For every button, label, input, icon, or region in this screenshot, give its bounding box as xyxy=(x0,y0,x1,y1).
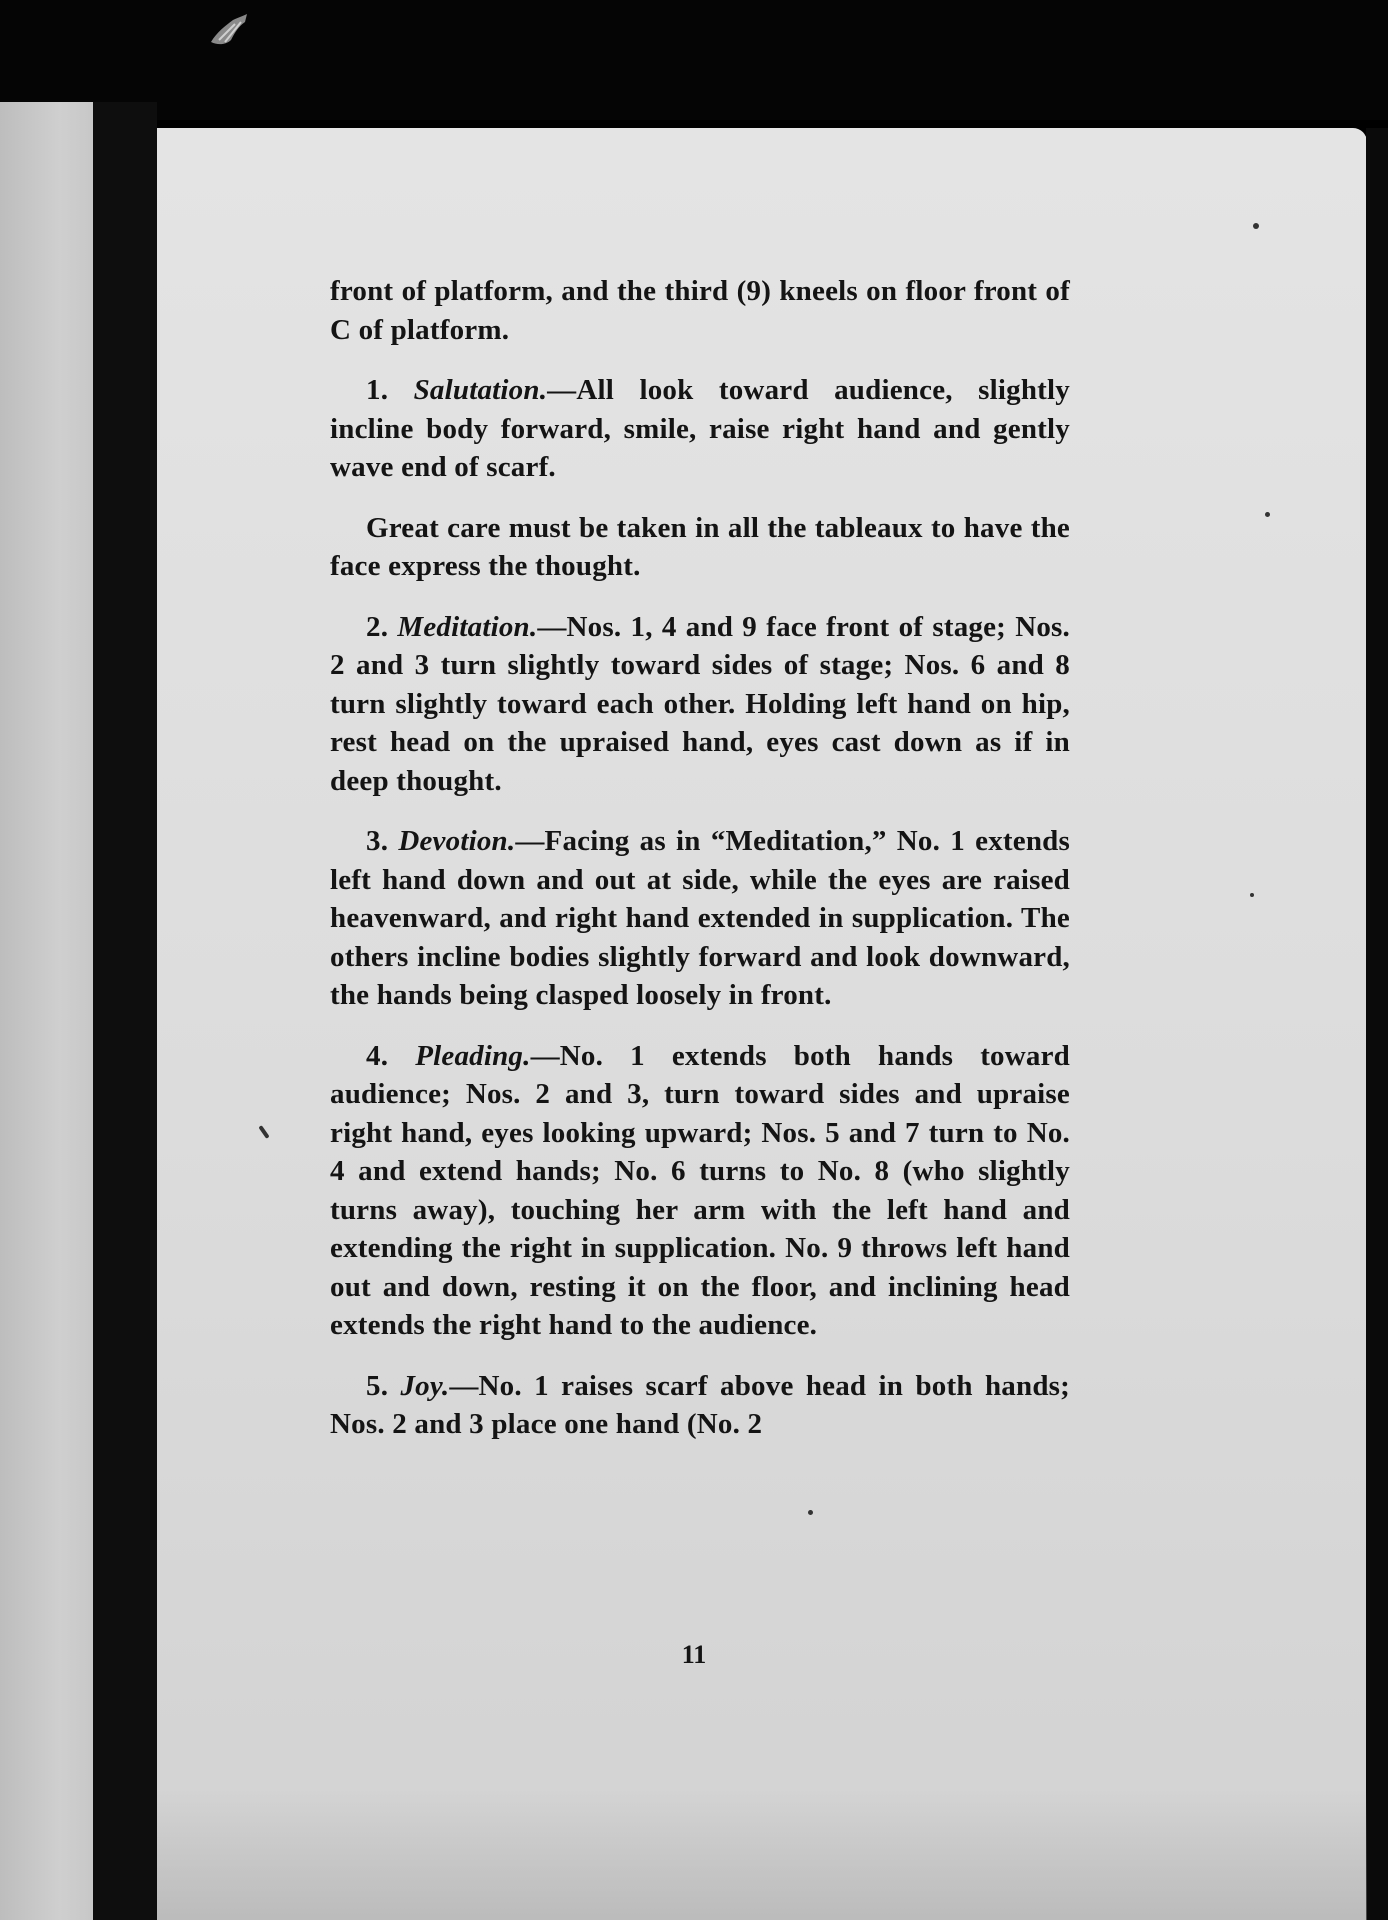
paragraph-text: —Facing as in “Meditation,” No. 1 extends left hand down and out at side, while the eyes are raised heavenward, and right hand extended in supplication. The others incline bodies slightly forward and look downward, the hands being clasped loosely in front. xyxy=(330,825,1070,1011)
section-number: 1. xyxy=(366,374,389,406)
paragraph-text: front of platform, and the third (9) kneels on floor front of C of platform. xyxy=(330,275,1070,346)
dust-speck xyxy=(808,1510,813,1515)
scan-top-band xyxy=(0,0,1388,120)
paragraph-text: —No. 1 raises scarf above head in both hands; Nos. 2 and 3 place one hand (No. 2 xyxy=(330,1369,1070,1440)
paragraph-meditation xyxy=(330,608,1070,801)
section-title: Pleading. xyxy=(415,1039,531,1072)
section-number: 5. xyxy=(366,1369,389,1402)
paragraph-pleading xyxy=(330,1037,1070,1345)
paragraph-note xyxy=(330,509,1070,586)
section-title: Meditation. xyxy=(397,610,538,643)
paragraph-salutation xyxy=(330,371,1070,487)
dust-speck xyxy=(1250,893,1254,897)
page-bottom-grain xyxy=(157,1790,1367,1920)
paragraph-joy xyxy=(330,1367,1070,1444)
dust-speck xyxy=(1253,223,1259,229)
section-number: 2. xyxy=(366,610,389,643)
page-number: 11 xyxy=(681,1640,707,1669)
paragraph-devotion xyxy=(330,822,1070,1015)
ink-mark-icon xyxy=(205,10,255,50)
dust-speck xyxy=(1265,512,1270,517)
paragraph-text: Great care must be taken in all the tableaux to have the face express the thought. xyxy=(330,511,1070,582)
paragraph-text: —No. 1 extends both hands toward audience; Nos. 2 and 3, turn toward sides and upraise right hand, eyes looking upward; Nos. 5 and 7 turn to No. 4 and extend hands; No. 6 turns to No. 8 (who slightly turns away), touching her arm with the left hand and extending the right in supplication. No. 9 throws left hand out and down, resting it on the floor, and inclining head extends the right hand to the audience. xyxy=(330,1039,1070,1341)
section-number: 3. xyxy=(366,825,389,857)
section-number: 4. xyxy=(366,1039,389,1072)
paragraph-continuation xyxy=(330,272,1070,349)
section-title: Devotion. xyxy=(398,825,516,857)
page-body-text xyxy=(330,272,1070,1466)
section-title: Joy. xyxy=(400,1369,450,1402)
paragraph-text: —Nos. 1, 4 and 9 face front of stage; Nos. 2 and 3 turn slightly toward sides of stage; Nos. 6 and 8 turn slightly toward each other. Holding left hand on hip, rest head on the upraised hand, eyes cast down as if in deep thought. xyxy=(330,610,1070,797)
paragraph-text: —All look toward audience, slightly incline body forward, smile, raise right hand and gently wave end of scarf. xyxy=(330,374,1070,483)
section-title: Salutation. xyxy=(413,374,548,406)
